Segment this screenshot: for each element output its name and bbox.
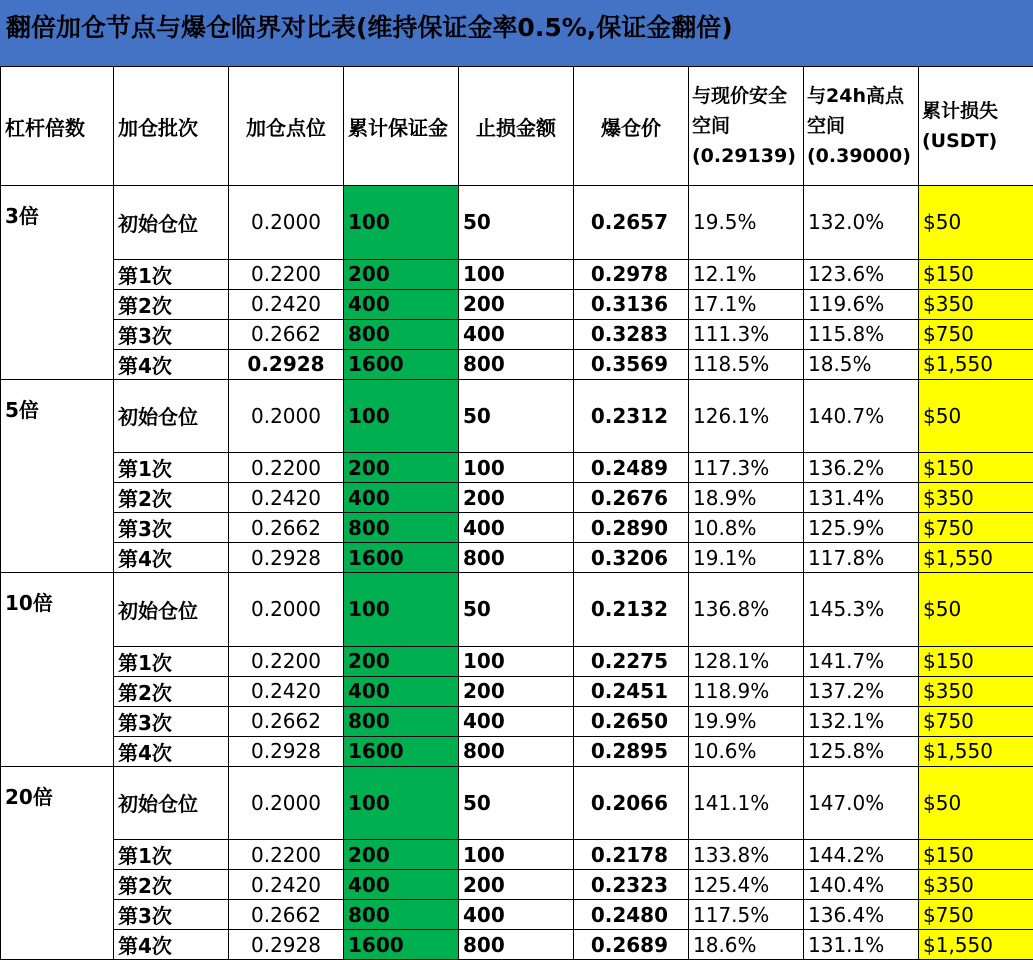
safe-cell: 133.8%	[689, 840, 804, 870]
batch-cell: 第1次	[114, 453, 229, 483]
point-cell: 0.2200	[229, 840, 344, 870]
loss-cell: $350	[919, 289, 1033, 319]
table-row	[1, 736, 1033, 766]
point-cell: 0.2420	[229, 676, 344, 706]
batch-cell: 第1次	[114, 646, 229, 676]
margin-cell: 100	[344, 766, 459, 840]
margin-cell: 400	[344, 289, 459, 319]
margin-cell: 100	[344, 573, 459, 647]
high-cell: 136.4%	[804, 900, 919, 930]
margin-cell: 1600	[344, 736, 459, 766]
batch-cell: 初始仓位	[114, 766, 229, 840]
stop-cell: 800	[459, 543, 574, 573]
safe-cell: 118.9%	[689, 676, 804, 706]
table-row	[1, 676, 1033, 706]
margin-cell: 400	[344, 676, 459, 706]
table-row	[1, 453, 1033, 483]
safe-cell: 19.1%	[689, 543, 804, 573]
stop-cell: 100	[459, 259, 574, 289]
high-cell: 117.8%	[804, 543, 919, 573]
liq-cell: 0.2890	[574, 513, 689, 543]
safe-cell: 19.5%	[689, 186, 804, 260]
leverage-cell-empty	[1, 930, 114, 960]
high-cell: 137.2%	[804, 676, 919, 706]
leverage-cell-empty	[1, 349, 114, 379]
liq-cell: 0.2312	[574, 379, 689, 453]
table-row	[1, 840, 1033, 870]
loss-cell: $150	[919, 259, 1033, 289]
margin-cell: 400	[344, 870, 459, 900]
table-row	[1, 543, 1033, 573]
liq-cell: 0.2178	[574, 840, 689, 870]
liq-cell: 0.3569	[574, 349, 689, 379]
point-cell: 0.2200	[229, 646, 344, 676]
liq-cell: 0.2323	[574, 870, 689, 900]
high-cell: 140.7%	[804, 379, 919, 453]
leverage-cell-empty	[1, 676, 114, 706]
loss-cell: $50	[919, 186, 1033, 260]
table-row	[1, 289, 1033, 319]
margin-cell: 200	[344, 259, 459, 289]
margin-cell: 800	[344, 513, 459, 543]
point-cell: 0.2420	[229, 870, 344, 900]
table-row	[1, 706, 1033, 736]
leverage-cell-empty	[1, 870, 114, 900]
header-stop: 止损金额	[459, 67, 574, 186]
loss-cell: $150	[919, 840, 1033, 870]
stop-cell: 100	[459, 840, 574, 870]
liq-cell: 0.2978	[574, 259, 689, 289]
point-cell: 0.2000	[229, 573, 344, 647]
header-row	[1, 67, 1033, 186]
stop-cell: 400	[459, 900, 574, 930]
stop-cell: 400	[459, 513, 574, 543]
leverage-cell-empty	[1, 289, 114, 319]
high-cell: 147.0%	[804, 766, 919, 840]
table-row	[1, 900, 1033, 930]
loss-cell: $350	[919, 676, 1033, 706]
loss-cell: $1,550	[919, 543, 1033, 573]
stop-cell: 400	[459, 319, 574, 349]
leverage-cell-empty	[1, 259, 114, 289]
batch-cell: 初始仓位	[114, 379, 229, 453]
margin-cell: 800	[344, 706, 459, 736]
high-cell: 18.5%	[804, 349, 919, 379]
batch-cell: 第2次	[114, 676, 229, 706]
safe-cell: 18.9%	[689, 483, 804, 513]
loss-cell: $750	[919, 319, 1033, 349]
high-cell: 132.0%	[804, 186, 919, 260]
high-cell: 115.8%	[804, 319, 919, 349]
leverage-cell-empty	[1, 483, 114, 513]
high-cell: 140.4%	[804, 870, 919, 900]
title-bar	[0, 0, 1033, 66]
table-body	[1, 186, 1033, 960]
loss-cell: $150	[919, 453, 1033, 483]
safe-cell: 136.8%	[689, 573, 804, 647]
liq-cell: 0.2132	[574, 573, 689, 647]
margin-cell: 200	[344, 453, 459, 483]
batch-cell: 第3次	[114, 319, 229, 349]
margin-cell: 100	[344, 186, 459, 260]
point-cell: 0.2420	[229, 483, 344, 513]
loss-cell: $1,550	[919, 349, 1033, 379]
stop-cell: 100	[459, 453, 574, 483]
header-point: 加仓点位	[229, 67, 344, 186]
table-row	[1, 186, 1033, 260]
page-title: 翻倍加仓节点与爆仓临界对比表(维持保证金率0.5%,保证金翻倍)	[6, 8, 733, 44]
loss-cell: $350	[919, 870, 1033, 900]
batch-cell: 第2次	[114, 483, 229, 513]
safe-cell: 10.8%	[689, 513, 804, 543]
stop-cell: 200	[459, 870, 574, 900]
batch-cell: 第4次	[114, 736, 229, 766]
margin-cell: 100	[344, 379, 459, 453]
margin-cell: 800	[344, 319, 459, 349]
margin-cell: 1600	[344, 349, 459, 379]
safe-cell: 17.1%	[689, 289, 804, 319]
liq-cell: 0.2066	[574, 766, 689, 840]
safe-cell: 125.4%	[689, 870, 804, 900]
high-cell: 136.2%	[804, 453, 919, 483]
high-cell: 141.7%	[804, 646, 919, 676]
loss-cell: $1,550	[919, 930, 1033, 960]
batch-cell: 初始仓位	[114, 186, 229, 260]
liq-cell: 0.2451	[574, 676, 689, 706]
high-cell: 119.6%	[804, 289, 919, 319]
table-row	[1, 766, 1033, 840]
loss-cell: $750	[919, 513, 1033, 543]
leverage-cell-empty	[1, 513, 114, 543]
stop-cell: 50	[459, 379, 574, 453]
stop-cell: 800	[459, 736, 574, 766]
stop-cell: 200	[459, 676, 574, 706]
leverage-cell-empty	[1, 319, 114, 349]
header-high: 与24h高点空间(0.39000)	[804, 67, 919, 186]
stop-cell: 800	[459, 349, 574, 379]
liq-cell: 0.3206	[574, 543, 689, 573]
comparison-table	[0, 66, 1033, 960]
margin-cell: 200	[344, 840, 459, 870]
leverage-cell-empty	[1, 646, 114, 676]
batch-cell: 第3次	[114, 513, 229, 543]
table-row	[1, 379, 1033, 453]
table-row	[1, 870, 1033, 900]
header-leverage: 杠杆倍数	[1, 67, 114, 186]
loss-cell: $350	[919, 483, 1033, 513]
stop-cell: 800	[459, 930, 574, 960]
safe-cell: 126.1%	[689, 379, 804, 453]
margin-cell: 200	[344, 646, 459, 676]
high-cell: 125.9%	[804, 513, 919, 543]
safe-cell: 118.5%	[689, 349, 804, 379]
safe-cell: 117.3%	[689, 453, 804, 483]
margin-cell: 1600	[344, 930, 459, 960]
safe-cell: 117.5%	[689, 900, 804, 930]
point-cell: 0.2662	[229, 319, 344, 349]
batch-cell: 第3次	[114, 900, 229, 930]
loss-cell: $150	[919, 646, 1033, 676]
point-cell: 0.2200	[229, 453, 344, 483]
liq-cell: 0.2676	[574, 483, 689, 513]
leverage-cell: 5倍	[1, 379, 114, 453]
loss-cell: $1,550	[919, 736, 1033, 766]
high-cell: 123.6%	[804, 259, 919, 289]
batch-cell: 第4次	[114, 543, 229, 573]
point-cell: 0.2000	[229, 766, 344, 840]
table-row	[1, 573, 1033, 647]
table-row	[1, 646, 1033, 676]
stop-cell: 200	[459, 483, 574, 513]
high-cell: 125.8%	[804, 736, 919, 766]
leverage-cell-empty	[1, 706, 114, 736]
point-cell: 0.2000	[229, 186, 344, 260]
header-loss: 累计损失(USDT)	[919, 67, 1033, 186]
leverage-cell: 10倍	[1, 573, 114, 647]
header-margin: 累计保证金	[344, 67, 459, 186]
high-cell: 131.1%	[804, 930, 919, 960]
liq-cell: 0.2657	[574, 186, 689, 260]
stop-cell: 200	[459, 289, 574, 319]
safe-cell: 141.1%	[689, 766, 804, 840]
batch-cell: 第4次	[114, 930, 229, 960]
margin-cell: 400	[344, 483, 459, 513]
header-safe: 与现价安全空间(0.29139)	[689, 67, 804, 186]
table-row	[1, 483, 1033, 513]
high-cell: 144.2%	[804, 840, 919, 870]
liq-cell: 0.3283	[574, 319, 689, 349]
point-cell: 0.2928	[229, 736, 344, 766]
batch-cell: 第2次	[114, 870, 229, 900]
loss-cell: $50	[919, 766, 1033, 840]
leverage-cell: 20倍	[1, 766, 114, 840]
stop-cell: 100	[459, 646, 574, 676]
safe-cell: 12.1%	[689, 259, 804, 289]
liq-cell: 0.2275	[574, 646, 689, 676]
liq-cell: 0.2480	[574, 900, 689, 930]
loss-cell: $50	[919, 573, 1033, 647]
loss-cell: $750	[919, 706, 1033, 736]
table-row	[1, 930, 1033, 960]
table-row	[1, 319, 1033, 349]
margin-cell: 800	[344, 900, 459, 930]
liq-cell: 0.3136	[574, 289, 689, 319]
safe-cell: 10.6%	[689, 736, 804, 766]
point-cell: 0.2420	[229, 289, 344, 319]
table-row	[1, 349, 1033, 379]
liq-cell: 0.2650	[574, 706, 689, 736]
stop-cell: 50	[459, 186, 574, 260]
batch-cell: 第2次	[114, 289, 229, 319]
batch-cell: 第3次	[114, 706, 229, 736]
leverage-cell-empty	[1, 543, 114, 573]
margin-cell: 1600	[344, 543, 459, 573]
safe-cell: 19.9%	[689, 706, 804, 736]
batch-cell: 初始仓位	[114, 573, 229, 647]
leverage-cell: 3倍	[1, 186, 114, 260]
table-row	[1, 259, 1033, 289]
leverage-cell-empty	[1, 453, 114, 483]
safe-cell: 111.3%	[689, 319, 804, 349]
stop-cell: 400	[459, 706, 574, 736]
point-cell: 0.2928	[229, 349, 344, 379]
high-cell: 145.3%	[804, 573, 919, 647]
batch-cell: 第1次	[114, 259, 229, 289]
leverage-cell-empty	[1, 736, 114, 766]
liq-cell: 0.2689	[574, 930, 689, 960]
high-cell: 131.4%	[804, 483, 919, 513]
header-batch: 加仓批次	[114, 67, 229, 186]
point-cell: 0.2200	[229, 259, 344, 289]
leverage-cell-empty	[1, 840, 114, 870]
safe-cell: 128.1%	[689, 646, 804, 676]
liq-cell: 0.2895	[574, 736, 689, 766]
point-cell: 0.2662	[229, 513, 344, 543]
point-cell: 0.2928	[229, 543, 344, 573]
batch-cell: 第4次	[114, 349, 229, 379]
table-row	[1, 513, 1033, 543]
high-cell: 132.1%	[804, 706, 919, 736]
header-liq: 爆仓价	[574, 67, 689, 186]
loss-cell: $50	[919, 379, 1033, 453]
point-cell: 0.2662	[229, 900, 344, 930]
batch-cell: 第1次	[114, 840, 229, 870]
point-cell: 0.2928	[229, 930, 344, 960]
stop-cell: 50	[459, 766, 574, 840]
point-cell: 0.2662	[229, 706, 344, 736]
safe-cell: 18.6%	[689, 930, 804, 960]
liq-cell: 0.2489	[574, 453, 689, 483]
leverage-cell-empty	[1, 900, 114, 930]
point-cell: 0.2000	[229, 379, 344, 453]
stop-cell: 50	[459, 573, 574, 647]
loss-cell: $750	[919, 900, 1033, 930]
